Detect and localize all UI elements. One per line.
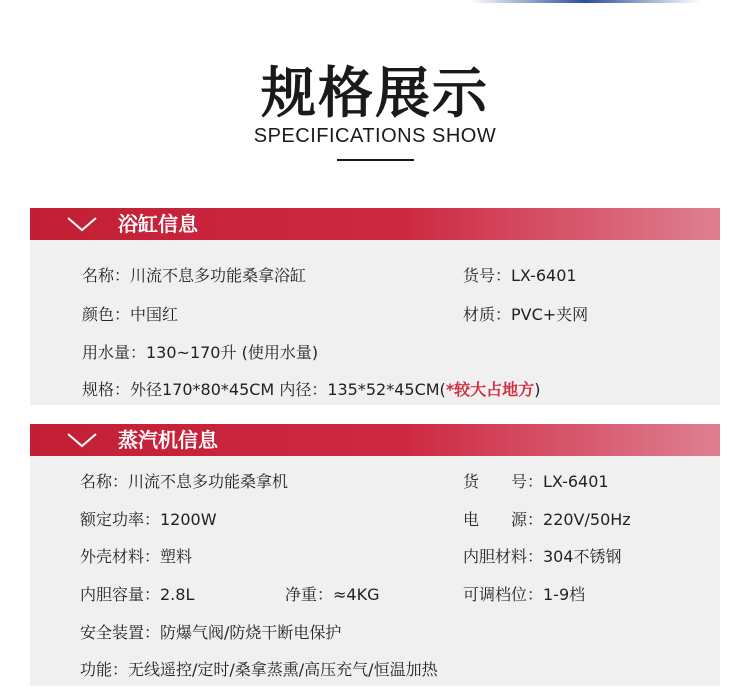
steamer-item-number-label: 货 号： (463, 472, 544, 491)
tub-material: 材质：PVC+夹网 (463, 305, 589, 324)
tub-dimensions-text: 规格：外径170*80*45CM 内径：135*52*45CM( (82, 380, 446, 399)
steamer-power-supply-value: 220V/50Hz (543, 510, 631, 529)
steamer-name: 名称：川流不息多功能桑拿机 (80, 472, 289, 491)
steamer-levels: 可调档位：1-9档 (463, 585, 586, 604)
steamer-capacity: 内胆容量：2.8L (80, 585, 195, 604)
steamer-power: 额定功率：1200W (80, 510, 217, 529)
chevron-down-icon (66, 431, 98, 449)
tub-section-header (30, 208, 720, 240)
tub-color: 颜色：中国红 (82, 305, 179, 324)
tub-space-note: *较大占地方 (445, 380, 535, 399)
steamer-weight: 净重：≈4KG (285, 585, 380, 604)
steamer-power-supply (463, 507, 631, 530)
steamer-info-panel (30, 424, 720, 686)
steamer-item-number-value: LX-6401 (543, 472, 609, 491)
steamer-section-title: 蒸汽机信息 (118, 428, 218, 452)
steamer-functions: 功能：无线遥控/定时/桑拿蒸熏/高压充气/恒温加热 (80, 660, 438, 679)
steamer-safety: 安全装置：防爆气阀/防烧干断电保护 (80, 623, 342, 642)
tub-water-usage: 用水量：130~170升 (使用水量) (82, 343, 319, 362)
tub-info-panel (30, 208, 720, 405)
tub-dimensions-close: ) (534, 380, 541, 399)
steamer-power-supply-label: 电 源： (463, 510, 544, 529)
top-accent-line (470, 0, 700, 3)
steamer-shell-material: 外壳材料：塑料 (80, 547, 193, 566)
tub-dimensions (82, 377, 540, 400)
steamer-section-header (30, 424, 720, 456)
page-title: 规格展示 (260, 61, 489, 125)
tub-name: 名称：川流不息多功能桑拿浴缸 (82, 266, 307, 285)
chevron-down-icon (66, 215, 98, 233)
tub-item-number: 货号：LX-6401 (463, 266, 577, 285)
tub-section-title: 浴缸信息 (118, 212, 198, 236)
steamer-item-number (463, 469, 609, 492)
steamer-liner-material: 内胆材料：304不锈钢 (463, 547, 622, 566)
title-divider (337, 159, 414, 161)
page-subtitle: SPECIFICATIONS SHOW (253, 125, 497, 147)
